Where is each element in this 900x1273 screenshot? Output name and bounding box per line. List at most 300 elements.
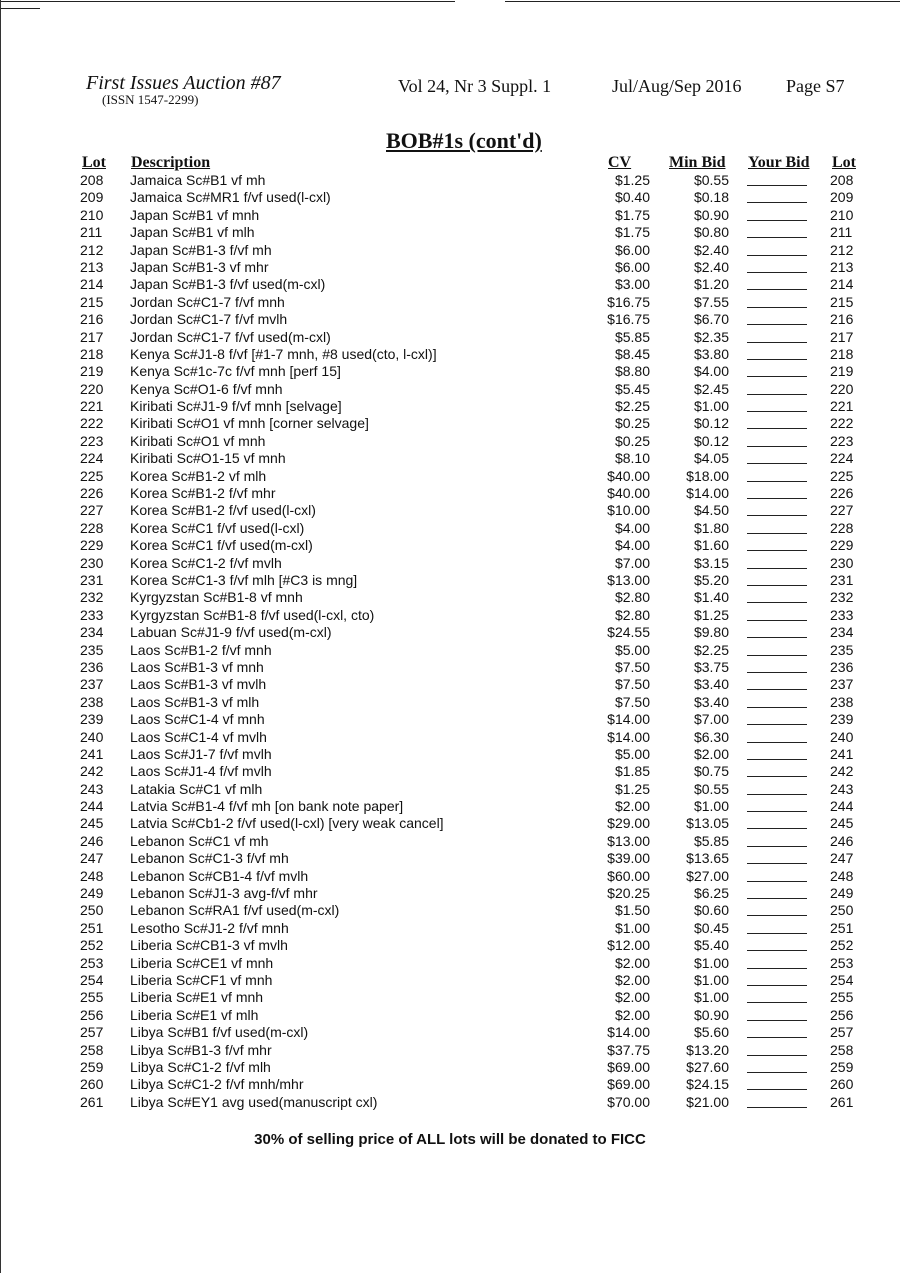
minimum-bid: $1.40 (693, 589, 729, 606)
lot-description: Liberia Sc#E1 vf mlh (130, 1006, 259, 1023)
lot-description: Laos Sc#B1-3 vf mlh (130, 693, 260, 710)
your-bid-blank[interactable] (747, 185, 807, 186)
your-bid-blank[interactable] (747, 342, 807, 343)
lot-description: Laos Sc#C1-4 vf mvlh (130, 728, 267, 745)
catalog-value: $24.55 (607, 624, 650, 641)
lot-number-right: 232 (830, 589, 854, 606)
table-row (0, 920, 900, 937)
your-bid-blank[interactable] (747, 968, 807, 969)
lot-number-right: 236 (830, 658, 854, 675)
lot-description: Jordan Sc#C1-7 f/vf used(m-cxl) (130, 328, 331, 345)
your-bid-blank[interactable] (747, 376, 807, 377)
your-bid-blank[interactable] (747, 550, 807, 551)
minimum-bid: $6.30 (693, 728, 729, 745)
table-row (0, 763, 900, 780)
lot-description: Korea Sc#C1 f/vf used(l-cxl) (130, 519, 305, 536)
minimum-bid: $18.00 (686, 467, 729, 484)
catalog-value: $2.80 (614, 606, 650, 623)
your-bid-blank[interactable] (747, 776, 807, 777)
your-bid-blank[interactable] (747, 568, 807, 569)
table-row (0, 207, 900, 224)
minimum-bid: $24.15 (686, 1076, 729, 1093)
lot-number: 227 (80, 502, 104, 519)
column-header-lot-right: Lot (832, 154, 856, 171)
catalog-value: $7.50 (614, 693, 650, 710)
your-bid-blank[interactable] (747, 1020, 807, 1021)
your-bid-blank[interactable] (747, 272, 807, 273)
lot-description: Libya Sc#EY1 avg used(manuscript cxl) (130, 1093, 378, 1110)
lot-number-right: 249 (830, 885, 854, 902)
lot-number-right: 247 (830, 850, 854, 867)
table-row (0, 694, 900, 711)
minimum-bid: $7.55 (693, 293, 729, 310)
lot-description: Korea Sc#B1-2 f/vf mhr (130, 485, 276, 502)
your-bid-blank[interactable] (747, 498, 807, 499)
table-row (0, 346, 900, 363)
minimum-bid: $2.00 (693, 745, 729, 762)
minimum-bid: $3.40 (693, 676, 729, 693)
catalog-value: $14.00 (607, 1024, 650, 1041)
lot-number-right: 214 (830, 276, 854, 293)
lot-description: Japan Sc#B1-3 f/vf used(m-cxl) (130, 276, 326, 293)
table-row (0, 624, 900, 641)
lot-number: 252 (80, 937, 104, 954)
lot-number-right: 255 (830, 989, 854, 1006)
your-bid-blank[interactable] (747, 828, 807, 829)
lot-number: 229 (80, 537, 104, 554)
lot-description: Korea Sc#B1-2 vf mlh (130, 467, 267, 484)
your-bid-blank[interactable] (747, 602, 807, 603)
catalog-value: $2.00 (614, 989, 650, 1006)
lot-number-right: 215 (830, 293, 854, 310)
lot-description: Laos Sc#J1-4 f/vf mvlh (130, 763, 272, 780)
your-bid-blank[interactable] (747, 724, 807, 725)
minimum-bid: $3.40 (693, 693, 729, 710)
table-row (0, 781, 900, 798)
lot-number: 237 (80, 676, 104, 693)
lot-description: Kenya Sc#J1-8 f/vf [#1-7 mnh, #8 used(cto, l-cxl)] (130, 345, 437, 362)
lot-number-right: 250 (830, 902, 854, 919)
table-row (0, 1007, 900, 1024)
lot-number-right: 240 (830, 728, 854, 745)
your-bid-blank[interactable] (747, 481, 807, 482)
catalog-value: $1.85 (614, 763, 650, 780)
lot-number: 250 (80, 902, 104, 919)
catalog-value: $2.00 (614, 954, 650, 971)
table-row (0, 659, 900, 676)
your-bid-blank[interactable] (747, 394, 807, 395)
lot-number: 217 (80, 328, 104, 345)
lot-number-right: 230 (830, 554, 854, 571)
minimum-bid: $13.65 (686, 850, 729, 867)
catalog-value: $7.50 (614, 658, 650, 675)
your-bid-blank[interactable] (747, 707, 807, 708)
catalog-value: $70.00 (607, 1093, 650, 1110)
your-bid-blank[interactable] (747, 515, 807, 516)
catalog-value: $1.75 (614, 206, 650, 223)
lot-number: 259 (80, 1058, 104, 1075)
your-bid-blank[interactable] (747, 220, 807, 221)
your-bid-blank[interactable] (747, 411, 807, 412)
table-row (0, 189, 900, 206)
lot-number-right: 227 (830, 502, 854, 519)
table-row (0, 937, 900, 954)
lot-number-right: 261 (830, 1093, 854, 1110)
lot-description: Kenya Sc#1c-7c f/vf mnh [perf 15] (130, 363, 341, 380)
table-row (0, 242, 900, 259)
catalog-value: $39.00 (607, 850, 650, 867)
your-bid-blank[interactable] (747, 1089, 807, 1090)
table-row (0, 711, 900, 728)
catalog-value: $6.00 (614, 241, 650, 258)
table-row (0, 607, 900, 624)
your-bid-blank[interactable] (747, 846, 807, 847)
lot-number-right: 224 (830, 450, 854, 467)
minimum-bid: $4.05 (693, 450, 729, 467)
lot-number-right: 252 (830, 937, 854, 954)
lot-description: Lesotho Sc#J1-2 f/vf mnh (130, 919, 289, 936)
catalog-value: $20.25 (607, 885, 650, 902)
lot-description: Labuan Sc#J1-9 f/vf used(m-cxl) (130, 624, 332, 641)
catalog-value: $0.25 (614, 415, 650, 432)
lot-number: 239 (80, 711, 104, 728)
lot-number: 211 (80, 224, 103, 241)
lot-description: Kenya Sc#O1-6 f/vf mnh (130, 380, 283, 397)
lot-number: 209 (80, 189, 104, 206)
lot-description: Jamaica Sc#MR1 f/vf used(l-cxl) (130, 189, 331, 206)
your-bid-blank[interactable] (747, 672, 807, 673)
lot-description: Liberia Sc#E1 vf mnh (130, 989, 264, 1006)
table-row (0, 259, 900, 276)
your-bid-blank[interactable] (747, 689, 807, 690)
minimum-bid: $2.40 (693, 258, 729, 275)
lot-description: Lebanon Sc#C1 vf mh (130, 832, 269, 849)
minimum-bid: $5.20 (693, 571, 729, 588)
table-row (0, 363, 900, 380)
your-bid-blank[interactable] (747, 428, 807, 429)
minimum-bid: $0.12 (693, 415, 729, 432)
catalog-value: $37.75 (607, 1041, 650, 1058)
lot-number: 241 (80, 745, 104, 762)
lot-number-right: 235 (830, 641, 854, 658)
lot-description: Liberia Sc#CF1 vf mnh (130, 971, 273, 988)
lot-number: 231 (80, 571, 104, 588)
minimum-bid: $0.55 (693, 172, 729, 188)
lot-description: Jordan Sc#C1-7 f/vf mvlh (130, 311, 288, 328)
table-row (0, 746, 900, 763)
lot-number: 212 (80, 241, 104, 258)
catalog-value: $5.85 (614, 328, 650, 345)
minimum-bid: $3.75 (693, 658, 729, 675)
table-row (0, 381, 900, 398)
lot-number: 215 (80, 293, 104, 310)
lot-number: 258 (80, 1041, 104, 1058)
lot-number-right: 211 (830, 224, 853, 241)
minimum-bid: $5.40 (693, 937, 729, 954)
lot-number: 214 (80, 276, 104, 293)
table-row (0, 868, 900, 885)
scan-edge-line-top (505, 1, 900, 2)
lot-number: 249 (80, 885, 104, 902)
minimum-bid: $0.18 (693, 189, 729, 206)
lot-number-right: 216 (830, 311, 854, 328)
minimum-bid: $1.00 (693, 398, 729, 415)
your-bid-blank[interactable] (747, 237, 807, 238)
lot-description: Kiribati Sc#O1 vf mnh [corner selvage] (130, 415, 369, 432)
table-row (0, 989, 900, 1006)
minimum-bid: $1.00 (693, 954, 729, 971)
column-header-min-bid: Min Bid (669, 154, 726, 171)
catalog-value: $8.80 (614, 363, 650, 380)
section-title: BOB#1s (cont'd) (386, 128, 542, 153)
minimum-bid: $1.20 (693, 276, 729, 293)
lot-number-right: 254 (830, 971, 854, 988)
lot-number: 225 (80, 467, 104, 484)
catalog-value: $40.00 (607, 467, 650, 484)
your-bid-blank[interactable] (747, 1072, 807, 1073)
lot-number-right: 253 (830, 954, 854, 971)
lot-number: 222 (80, 415, 104, 432)
catalog-value: $5.45 (614, 380, 650, 397)
catalog-value: $16.75 (607, 293, 650, 310)
minimum-bid: $0.55 (693, 780, 729, 797)
minimum-bid: $27.00 (686, 867, 729, 884)
lot-number: 253 (80, 954, 104, 971)
lot-number-right: 229 (830, 537, 854, 554)
lot-description: Kiribati Sc#J1-9 f/vf mnh [selvage] (130, 398, 342, 415)
your-bid-blank[interactable] (747, 463, 807, 464)
your-bid-blank[interactable] (747, 359, 807, 360)
lot-number-right: 225 (830, 467, 854, 484)
table-row (0, 450, 900, 467)
column-header-description: Description (131, 154, 211, 171)
lot-description: Libya Sc#B1-3 f/vf mhr (130, 1041, 272, 1058)
table-row (0, 572, 900, 589)
table-row (0, 172, 900, 189)
table-row (0, 885, 900, 902)
lot-description: Jordan Sc#C1-7 f/vf mnh (130, 293, 285, 310)
lot-number: 210 (80, 206, 104, 223)
lot-number-right: 257 (830, 1024, 854, 1041)
publication-title: First Issues Auction #87 (86, 72, 281, 94)
catalog-value: $2.80 (614, 589, 650, 606)
your-bid-blank[interactable] (747, 742, 807, 743)
your-bid-blank[interactable] (747, 811, 807, 812)
lot-number-right: 231 (830, 571, 854, 588)
your-bid-blank[interactable] (747, 1055, 807, 1056)
lot-description: Latakia Sc#C1 vf mlh (130, 780, 263, 797)
your-bid-blank[interactable] (747, 585, 807, 586)
table-row (0, 955, 900, 972)
your-bid-blank[interactable] (747, 863, 807, 864)
lot-number-right: 259 (830, 1058, 854, 1075)
lot-number: 257 (80, 1024, 104, 1041)
issn: (ISSN 1547-2299) (102, 92, 199, 107)
your-bid-blank[interactable] (747, 933, 807, 934)
your-bid-blank[interactable] (747, 446, 807, 447)
catalog-value: $40.00 (607, 485, 650, 502)
catalog-value: $69.00 (607, 1076, 650, 1093)
lot-number-right: 212 (830, 241, 854, 258)
table-row (0, 1059, 900, 1076)
page-number: Page S7 (786, 76, 845, 96)
lot-number-right: 209 (830, 189, 854, 206)
lot-number: 254 (80, 971, 104, 988)
lot-description: Kiribati Sc#O1-15 vf mnh (130, 450, 286, 467)
lot-number-right: 233 (830, 606, 854, 623)
table-row (0, 294, 900, 311)
catalog-value: $1.00 (614, 919, 650, 936)
lot-number: 242 (80, 763, 104, 780)
lot-number-right: 210 (830, 206, 854, 223)
lot-description: Libya Sc#B1 f/vf used(m-cxl) (130, 1024, 309, 1041)
lot-number: 251 (80, 919, 104, 936)
catalog-value: $13.00 (607, 571, 650, 588)
catalog-value: $0.25 (614, 432, 650, 449)
lot-description: Korea Sc#B1-2 f/vf used(l-cxl) (130, 502, 316, 519)
lot-number-right: 242 (830, 763, 854, 780)
minimum-bid: $1.25 (693, 606, 729, 623)
lot-number: 232 (80, 589, 104, 606)
catalog-value: $8.45 (614, 345, 650, 362)
lot-number: 255 (80, 989, 104, 1006)
donation-note: 30% of selling price of ALL lots will be donated to FICC (254, 1131, 646, 1148)
table-row (0, 589, 900, 606)
table-row (0, 415, 900, 432)
your-bid-blank[interactable] (747, 255, 807, 256)
your-bid-blank[interactable] (747, 655, 807, 656)
catalog-value: $7.50 (614, 676, 650, 693)
catalog-value: $0.40 (614, 189, 650, 206)
lot-number-right: 218 (830, 345, 854, 362)
table-row (0, 520, 900, 537)
lot-description: Laos Sc#B1-3 vf mnh (130, 658, 264, 675)
catalog-value: $2.00 (614, 1006, 650, 1023)
your-bid-blank[interactable] (747, 1002, 807, 1003)
catalog-value: $8.10 (614, 450, 650, 467)
your-bid-blank[interactable] (747, 898, 807, 899)
lot-number: 240 (80, 728, 104, 745)
your-bid-blank[interactable] (747, 915, 807, 916)
table-row (0, 329, 900, 346)
your-bid-blank[interactable] (747, 759, 807, 760)
your-bid-blank[interactable] (747, 533, 807, 534)
lot-number-right: 217 (830, 328, 854, 345)
lot-number: 234 (80, 624, 104, 641)
lot-number-right: 248 (830, 867, 854, 884)
table-row (0, 433, 900, 450)
catalog-value: $1.25 (614, 172, 650, 188)
lot-number: 243 (80, 780, 104, 797)
lot-description: Liberia Sc#CE1 vf mnh (130, 954, 274, 971)
table-row (0, 1076, 900, 1093)
lot-number-right: 245 (830, 815, 854, 832)
lot-number-right: 239 (830, 711, 854, 728)
your-bid-blank[interactable] (747, 881, 807, 882)
your-bid-blank[interactable] (747, 202, 807, 203)
your-bid-blank[interactable] (747, 1037, 807, 1038)
lot-number-right: 223 (830, 432, 854, 449)
lot-number-right: 260 (830, 1076, 854, 1093)
your-bid-blank[interactable] (747, 985, 807, 986)
table-row (0, 798, 900, 815)
lot-number: 218 (80, 345, 104, 362)
minimum-bid: $4.50 (693, 502, 729, 519)
lot-description: Laos Sc#B1-2 f/vf mnh (130, 641, 272, 658)
minimum-bid: $3.80 (693, 345, 729, 362)
catalog-value: $2.00 (614, 971, 650, 988)
minimum-bid: $0.80 (693, 224, 729, 241)
lot-number-right: 237 (830, 676, 854, 693)
your-bid-blank[interactable] (747, 637, 807, 638)
lot-number: 260 (80, 1076, 104, 1093)
lot-number: 246 (80, 832, 104, 849)
catalog-value: $69.00 (607, 1058, 650, 1075)
minimum-bid: $0.90 (693, 1006, 729, 1023)
your-bid-blank[interactable] (747, 324, 807, 325)
lot-number: 230 (80, 554, 104, 571)
scan-edge-line-left (0, 8, 40, 9)
lot-number-right: 213 (830, 258, 854, 275)
minimum-bid: $6.70 (693, 311, 729, 328)
lot-description: Latvia Sc#B1-4 f/vf mh [on bank note paper] (130, 798, 404, 815)
table-row (0, 902, 900, 919)
table-row (0, 642, 900, 659)
column-header-lot: Lot (82, 154, 106, 171)
minimum-bid: $2.40 (693, 241, 729, 258)
lot-number-right: 238 (830, 693, 854, 710)
your-bid-blank[interactable] (747, 794, 807, 795)
your-bid-blank[interactable] (747, 307, 807, 308)
table-row (0, 850, 900, 867)
lot-description: Korea Sc#C1 f/vf used(m-cxl) (130, 537, 313, 554)
your-bid-blank[interactable] (747, 289, 807, 290)
lot-number: 221 (80, 398, 104, 415)
lot-number-right: 228 (830, 519, 854, 536)
lot-description: Lebanon Sc#J1-3 avg-f/vf mhr (130, 885, 318, 902)
your-bid-blank[interactable] (747, 950, 807, 951)
catalog-value: $7.00 (614, 554, 650, 571)
table-row (0, 1094, 900, 1111)
lot-description: Laos Sc#B1-3 vf mvlh (130, 676, 267, 693)
minimum-bid: $0.75 (693, 763, 729, 780)
catalog-value: $1.75 (614, 224, 650, 241)
table-row (0, 276, 900, 293)
column-header-your-bid: Your Bid (748, 154, 810, 171)
minimum-bid: $7.00 (693, 711, 729, 728)
catalog-value: $2.00 (614, 798, 650, 815)
lot-number-right: 226 (830, 485, 854, 502)
lot-number: 248 (80, 867, 104, 884)
catalog-value: $6.00 (614, 258, 650, 275)
lot-number: 238 (80, 693, 104, 710)
lot-number: 261 (80, 1093, 104, 1110)
minimum-bid: $27.60 (686, 1058, 729, 1075)
lot-description: Lebanon Sc#C1-3 f/vf mh (130, 850, 289, 867)
your-bid-blank[interactable] (747, 620, 807, 621)
minimum-bid: $2.45 (693, 380, 729, 397)
lot-number-right: 258 (830, 1041, 854, 1058)
lot-description: Kyrgyzstan Sc#B1-8 f/vf used(l-cxl, cto) (130, 606, 375, 623)
lot-description: Korea Sc#C1-2 f/vf mvlh (130, 554, 282, 571)
lot-number: 233 (80, 606, 104, 623)
minimum-bid: $2.35 (693, 328, 729, 345)
catalog-value: $1.25 (614, 780, 650, 797)
lot-number: 223 (80, 432, 104, 449)
catalog-value: $4.00 (614, 537, 650, 554)
your-bid-blank[interactable] (747, 1107, 807, 1108)
lot-number-right: 221 (830, 398, 854, 415)
